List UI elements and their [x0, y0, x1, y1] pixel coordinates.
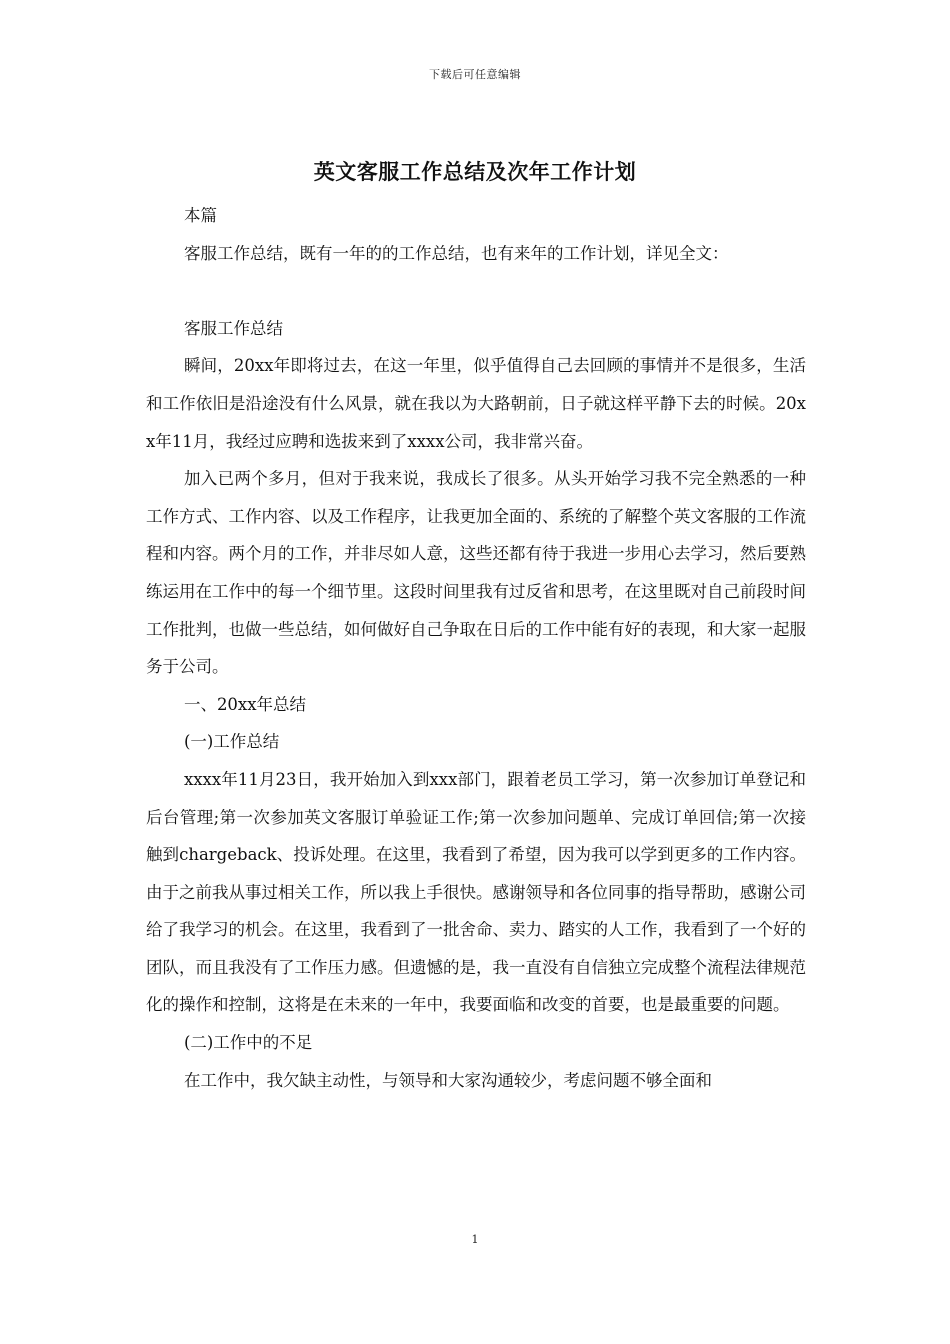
- section-heading-year: 一、20xx年总结: [183, 694, 307, 714]
- paragraph-body: xxxx年11月23日，我开始加入到xxx部门，跟着老员工学习，第一次参加订单登记和后台管理;第一次参加英文客服订单验证工作;第一次参加问题单、完成订单回信;第一次接触到chargeback、投诉处理。在这里，我看到了希望，因为我可以学到更多的工作内容。由于之前我从事过相关工作，所以我上手很快。感谢领导和各位同事的指导帮助，感谢公司给了我学习的机会。在这里，我看到了一批舍命、卖力、踏实的人工作，我看到了一个好的团队，而且我没有了工作压力感。但遗憾的是，我一直没有自信独立完成整个流程法律规范化的操作和控制，这将是在未来的一年中，我要面临和改变的首要，也是最重要的问题。: [146, 769, 806, 1015]
- page-number: 1: [471, 1233, 479, 1246]
- document-title: 英文客服工作总结及次年工作计划: [313, 159, 637, 184]
- paragraph-body: 瞬间，20xx年即将过去，在这一年里，似乎值得自己去回顾的事情并不是很多，生活和工作依旧是沿途没有什么风景，就在我以为大路朝前，日子就这样平静下去的时候。20xx年11月，我经过应聘和选拔来到了xxxx公司，我非常兴奋。: [146, 356, 806, 451]
- subsection-heading-work: (一)工作总结: [183, 732, 280, 752]
- paragraph-intro-label: 本篇: [183, 206, 217, 225]
- subsection-heading-shortcomings: (二)工作中的不足: [183, 1033, 313, 1053]
- paragraph-body: 在工作中，我欠缺主动性，与领导和大家沟通较少，考虑问题不够全面和: [183, 1070, 712, 1090]
- document-body: [146, 197, 806, 1099]
- section-heading-summary: 客服工作总结: [183, 318, 283, 338]
- paragraph-body: 加入已两个多月，但对于我来说，我成长了很多。从头开始学习我不完全熟悉的一种工作方式、工作内容、以及工作程序，让我更加全面的、系统的了解整个英文客服的工作流程和内容。两个月的工作，并非尽如人意，这些还都有待于我进一步用心去学习，然后要熟练运用在工作中的每一个细节里。这段时间里我有过反省和思考，在这里既对自己前段时间工作批判，也做一些总结，如何做好自己争取在日后的工作中能有好的表现，和大家一起服务于公司。: [146, 469, 806, 677]
- page-header: 下载后可任意编辑: [429, 68, 521, 81]
- paragraph-spacer: [146, 272, 806, 310]
- paragraph-intro: 客服工作总结，既有一年的的工作总结，也有来年的工作计划，详见全文：: [183, 243, 729, 263]
